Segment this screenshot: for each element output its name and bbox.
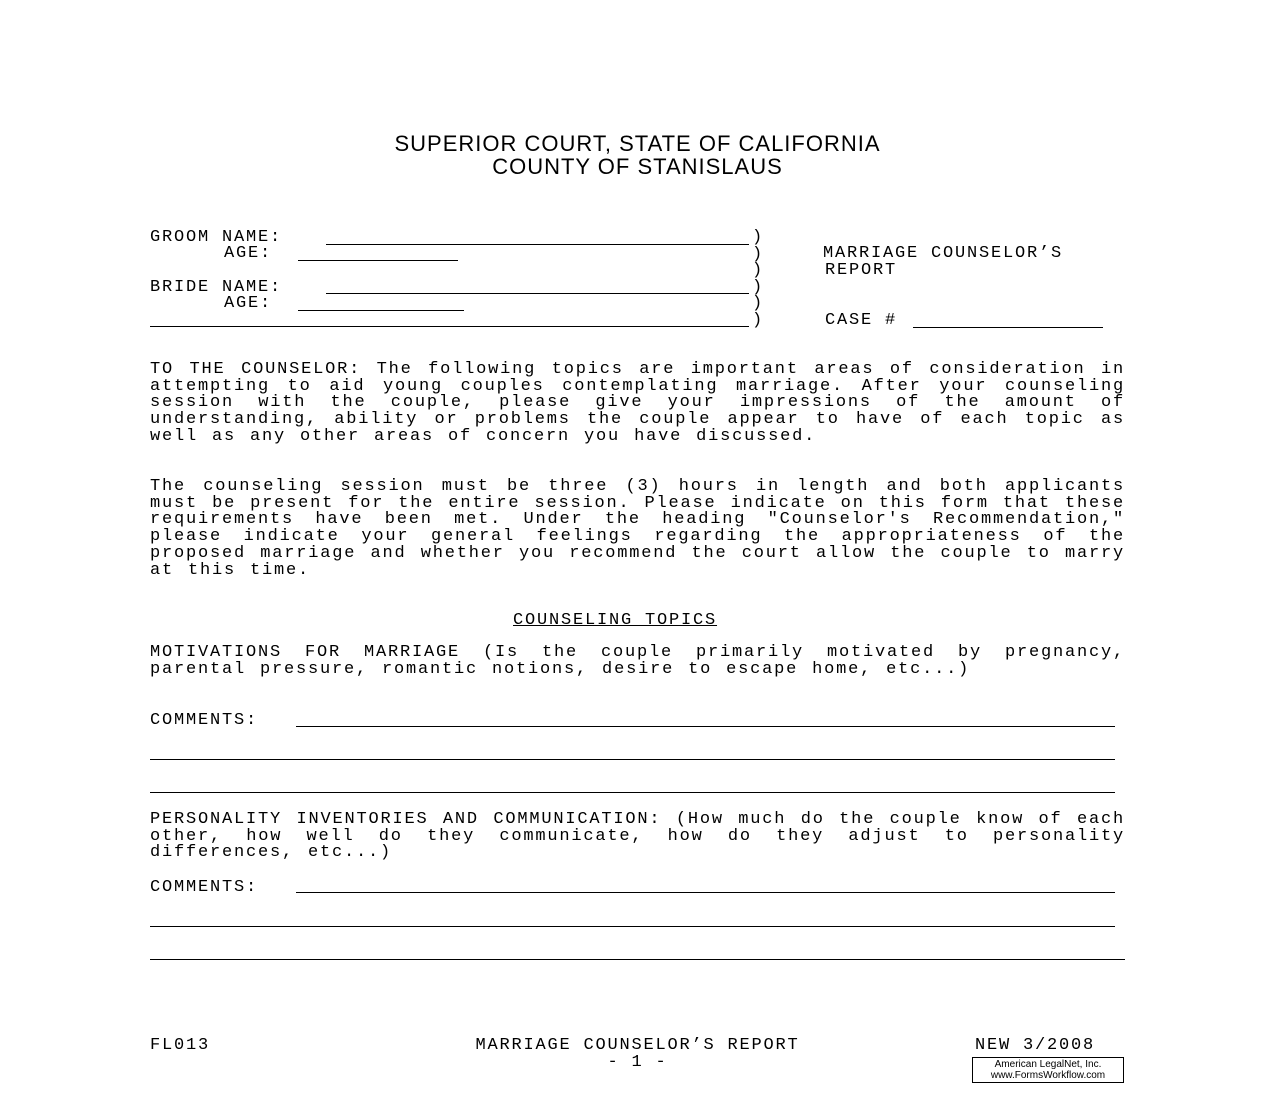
- report-title-line1: MARRIAGE COUNSELOR’S: [823, 244, 1064, 263]
- counseling-topics-heading: COUNSELING TOPICS: [513, 611, 718, 630]
- motivations-comment-line-3[interactable]: [150, 792, 1115, 793]
- motivations-comment-line-2[interactable]: [150, 759, 1115, 760]
- bride-age-label: AGE:: [224, 294, 273, 313]
- personality-comment-line-1[interactable]: [296, 892, 1115, 893]
- form-id: FL013: [150, 1036, 211, 1055]
- caption-paren: ): [752, 294, 763, 313]
- motivations-comment-line-1[interactable]: [296, 726, 1115, 727]
- page-number: - 1 -: [607, 1053, 668, 1072]
- caption-paren: ): [752, 245, 763, 264]
- case-number-label: CASE #: [825, 311, 898, 330]
- comments-label: COMMENTS:: [150, 711, 259, 730]
- groom-name-field[interactable]: [326, 244, 749, 245]
- publisher-stamp: [972, 1057, 1124, 1083]
- publisher-url: www.FormsWorkflow.com: [990, 1070, 1106, 1081]
- form-revision: NEW 3/2008: [975, 1036, 1096, 1055]
- instructions-paragraph-2: The counseling session must be three (3) hours in length and both applicants must be present for the entire session. Please indicate on this form that these requirements have been met. Under the heading "Counselor's Recommendation," please indicate your general feelings regarding the appropriateness of the proposed marriage and whether you recommend the court allow the couple to marry at this time.: [150, 477, 1125, 580]
- court-name: SUPERIOR COURT, STATE OF CALIFORNIA: [394, 131, 881, 156]
- caption-paren: ): [752, 261, 763, 280]
- caption-paren: ): [752, 311, 763, 330]
- bride-name-label: BRIDE NAME:: [150, 278, 283, 297]
- topic-personality-communication: PERSONALITY INVENTORIES AND COMMUNICATION: (How much do the couple know of each other, how well do they communicate, how do they adjust to personality differences, etc...): [150, 810, 1125, 863]
- publisher-name: American LegalNet, Inc.: [994, 1059, 1102, 1070]
- personality-comment-line-3[interactable]: [150, 959, 1125, 960]
- bride-age-field[interactable]: [298, 310, 464, 311]
- case-number-field[interactable]: [913, 327, 1103, 328]
- groom-name-label: GROOM NAME:: [150, 228, 283, 247]
- topic-motivations: MOTIVATIONS FOR MARRIAGE (Is the couple primarily motivated by pregnancy, parental pressure, romantic notions, desire to escape home, etc...): [150, 643, 1125, 679]
- personality-comment-line-2[interactable]: [150, 926, 1115, 927]
- county-name: COUNTY OF STANISLAUS: [492, 154, 783, 179]
- groom-age-label: AGE:: [224, 244, 273, 263]
- footer-title: MARRIAGE COUNSELOR’S REPORT: [475, 1036, 800, 1055]
- caption-bottom-rule: [150, 326, 749, 327]
- groom-age-field[interactable]: [298, 260, 458, 261]
- instructions-paragraph-1: TO THE COUNSELOR: The following topics are important areas of consideration in attempting to aid young couples contemplating marriage. After your counseling session with the couple, please give your impressions of the amount of understanding, ability or problems the couple appear to have of each topic as well as any other areas of concern you have discussed.: [150, 360, 1125, 446]
- caption-paren: ): [752, 278, 763, 297]
- caption-paren: ): [752, 228, 763, 247]
- comments-label: COMMENTS:: [150, 878, 259, 897]
- bride-name-field[interactable]: [326, 293, 749, 294]
- report-title-line2: REPORT: [825, 261, 898, 280]
